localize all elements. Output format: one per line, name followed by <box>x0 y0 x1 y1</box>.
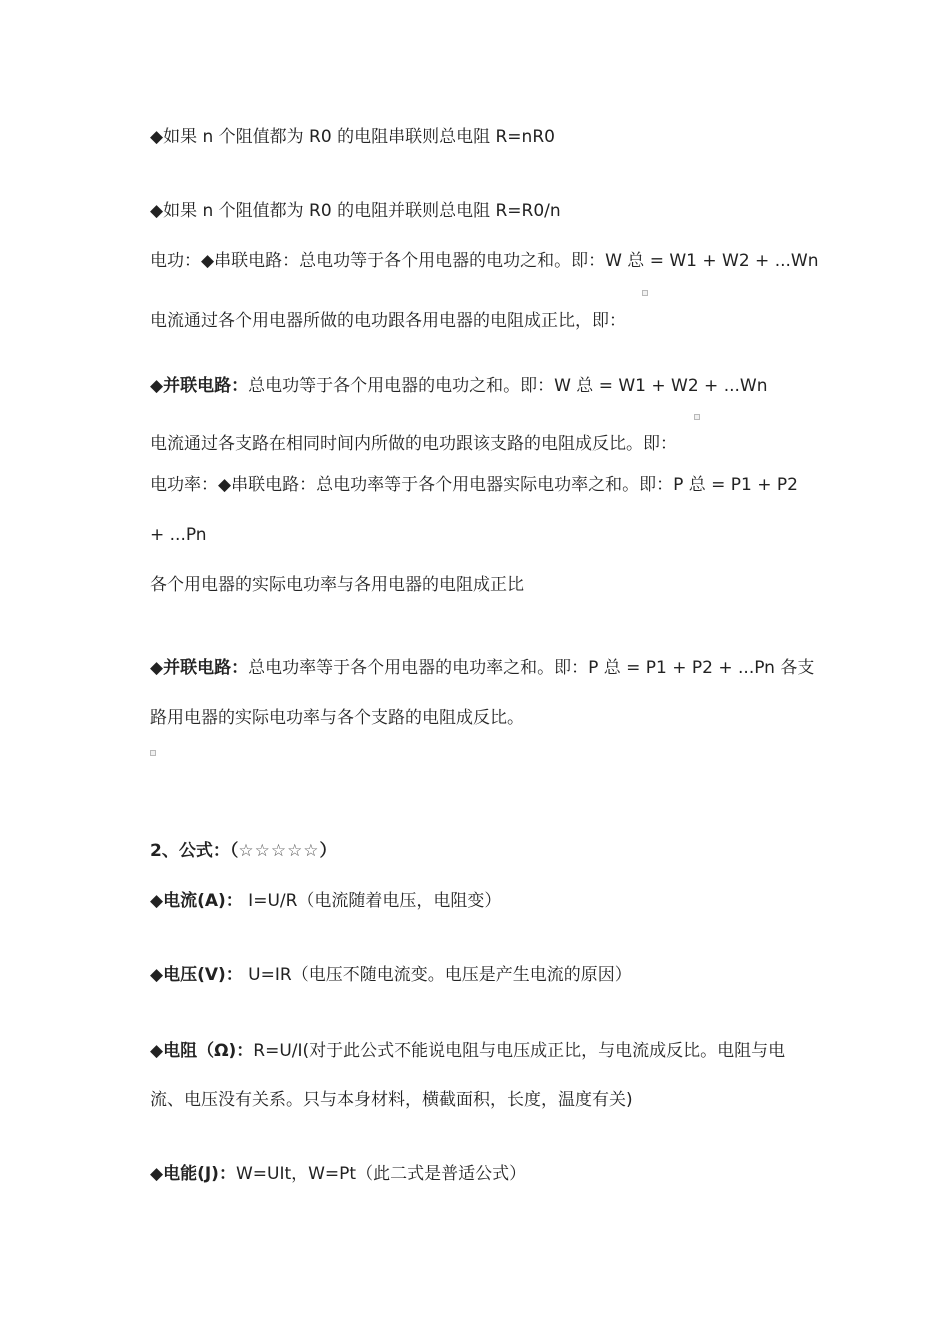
rating-stars: ☆☆☆☆☆ <box>238 841 320 861</box>
formulas-heading-label: 2、公式：（ <box>150 841 239 861</box>
power-parallel-proportion: 路用电器的实际电功率与各个支路的电阻成反比。 <box>150 708 524 728</box>
power-series-proportion: 各个用电器的实际电功率与各用电器的电阻成正比 <box>150 575 524 595</box>
energy-text: W=UIt，W=Pt（此二式是普适公式） <box>235 1164 527 1184</box>
current-text: I=U/R（电流随着电压，电阻变） <box>242 891 502 911</box>
parallel-circuit-heading: ◆并联电路： <box>150 376 249 396</box>
formula-image-placeholder-icon <box>642 290 648 296</box>
energy-formula <box>150 1162 526 1186</box>
current-formula <box>150 889 501 913</box>
work-parallel-proportion: 电流通过各支路在相同时间内所做的电功跟该支路的电阻成反比。即： <box>150 434 677 454</box>
resistance-formula <box>150 1039 785 1063</box>
parallel-resistance-rule: ◆如果 n 个阻值都为 R0 的电阻并联则总电阻 R=R0/n <box>150 201 561 221</box>
power-series-circuit: 电功率：◆串联电路：总电功率等于各个用电器实际电功率之和。即：P 总 = P1 + P2 <box>150 475 798 495</box>
power-parallel-circuit <box>150 656 814 680</box>
resistance-label: ◆电阻（Ω)： <box>150 1041 254 1061</box>
work-parallel-text: 总电功等于各个用电器的电功之和。即：W 总 = W1 + W2 + ...Wn <box>248 376 768 396</box>
voltage-label: ◆电压(V)： <box>150 965 243 985</box>
parallel-circuit-heading: ◆并联电路： <box>150 658 249 678</box>
work-series-circuit: 电功：◆串联电路：总电功等于各个用电器的电功之和。即：W 总 = W1 + W2 + ...Wn <box>150 251 819 271</box>
voltage-formula <box>150 963 632 987</box>
formulas-heading-close: ） <box>319 841 337 861</box>
formula-image-placeholder-icon <box>150 750 156 756</box>
series-resistance-rule: ◆如果 n 个阻值都为 R0 的电阻串联则总电阻 R=nR0 <box>150 127 555 147</box>
formulas-heading <box>150 839 337 863</box>
voltage-text: U=IR（电压不随电流变。电压是产生电流的原因） <box>242 965 632 985</box>
power-series-continuation: + ...Pn <box>150 525 207 545</box>
formula-image-placeholder-icon <box>694 414 700 420</box>
current-label: ◆电流(A)： <box>150 891 243 911</box>
resistance-text: R=U/I(对于此公式不能说电阻与电压成正比，与电流成反比。电阻与电 <box>253 1041 786 1061</box>
resistance-continuation: 流、电压没有关系。只与本身材料，横截面积，长度，温度有关) <box>150 1090 633 1110</box>
power-parallel-text: 总电功率等于各个用电器的电功率之和。即：P 总 = P1 + P2 + ...Pn 各支 <box>248 658 815 678</box>
energy-label: ◆电能(J)： <box>150 1164 236 1184</box>
work-series-proportion: 电流通过各个用电器所做的电功跟各用电器的电阻成正比，即： <box>150 311 626 331</box>
work-parallel-circuit <box>150 374 768 398</box>
